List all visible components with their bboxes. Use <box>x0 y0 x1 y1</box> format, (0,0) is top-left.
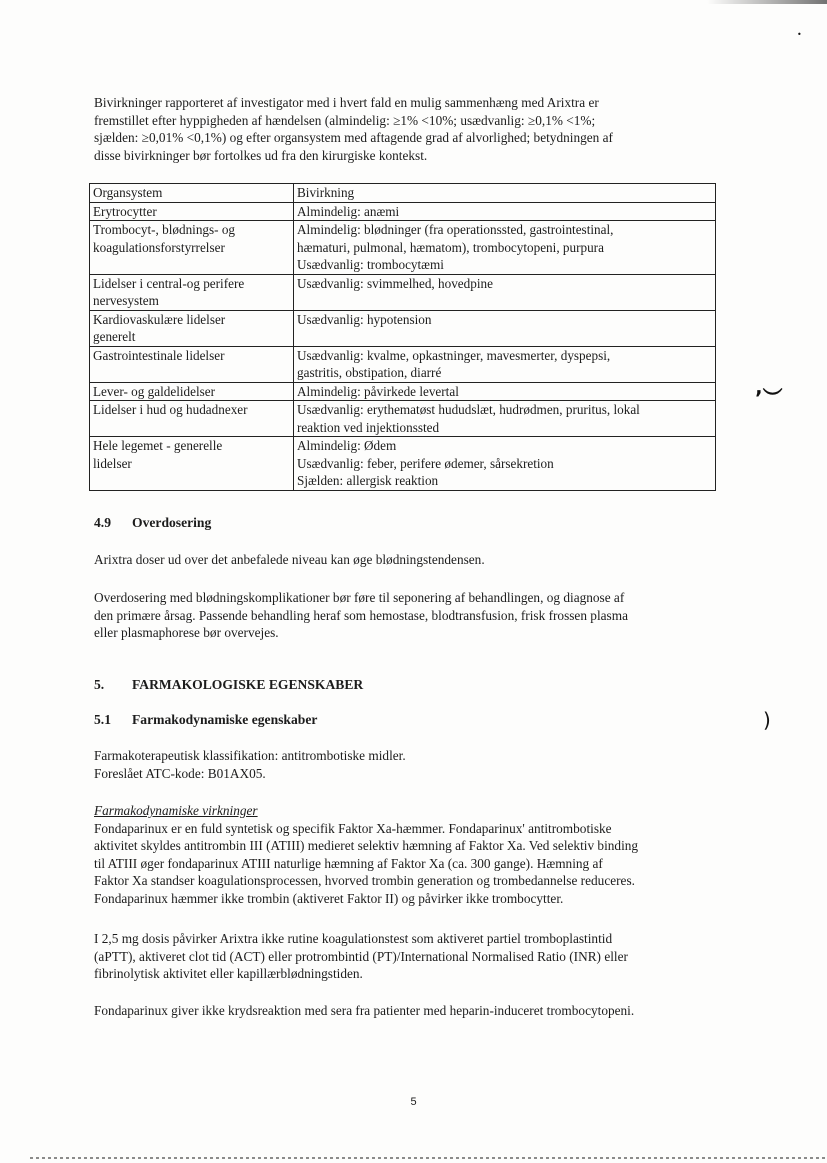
intro-line: Bivirkninger rapporteret af investigator med i hvert fald en mulig sammenhæng med Arixtra er <box>94 95 599 110</box>
section-title: Farmakodynamiske egenskaber <box>132 712 318 727</box>
effect-cell: Usædvanlig: kvalme, opkastninger, mavesmerter, dyspepsi, gastritis, obstipation, diarré <box>294 346 716 382</box>
organ-system-cell: Erytrocytter <box>90 202 294 221</box>
effect-cell: Usædvanlig: svimmelhed, hovedpine <box>294 274 716 310</box>
section-4-9-heading <box>94 514 211 532</box>
organ-system-cell: Hele legemet - generelle lidelser <box>90 437 294 491</box>
punch-hole-mark-lower: ) <box>763 708 771 732</box>
table-row <box>90 310 716 346</box>
table-row <box>90 382 716 401</box>
section-number: 5. <box>94 677 105 692</box>
table-row <box>90 437 716 491</box>
adverse-effects-table <box>89 183 716 491</box>
section-title: FARMAKOLOGISKE EGENSKABER <box>132 677 364 692</box>
subheading: Farmakodynamiske virkninger <box>94 803 258 818</box>
classification-paragraph: Farmakoterapeutisk klassifikation: antitrombotiske midler. Foreslået ATC-kode: B01AX05. <box>94 748 406 781</box>
intro-paragraph <box>94 94 724 164</box>
punch-hole-mark-upper: ʼ︶ <box>755 386 783 410</box>
organ-system-cell: Lidelser i central-og perifere nervesystem <box>90 274 294 310</box>
section-number: 5.1 <box>94 712 111 727</box>
table-row <box>90 202 716 221</box>
effect-cell: Usædvanlig: hypotension <box>294 310 716 346</box>
organ-system-cell: Lidelser i hud og hudadnexer <box>90 401 294 437</box>
section-5-1-heading <box>94 711 317 729</box>
intro-line: fremstillet efter hyppigheden af hændelsen (almindelig: ≥1% <10%; usædvanlig: ≥0,1% <1%; <box>94 112 596 128</box>
header-organ-system: Organsystem <box>90 184 294 203</box>
overdose-paragraph-1: Arixtra doser ud over det anbefalede niveau kan øge blødningstendensen. <box>94 552 485 567</box>
heparin-paragraph: Fondaparinux giver ikke krydsreaktion med sera fra patienter med heparin-induceret trombocytopeni. <box>94 1003 635 1018</box>
table-row <box>90 274 716 310</box>
header-effect: Bivirkning <box>294 184 716 203</box>
dose-paragraph: I 2,5 mg dosis påvirker Arixtra ikke rutine koagulationstest som aktiveret partiel tromboplastintid (aPTT), aktiveret clot tid (ACT) eller protrombintid (PT)/International Normalised Ratio (INR) eller fibrinolytisk aktivitet eller kapillærblødningstiden. <box>94 931 628 982</box>
section-5-heading <box>94 676 363 694</box>
section-title: Overdosering <box>132 515 212 530</box>
organ-system-cell: Kardiovaskulære lidelser generelt <box>90 310 294 346</box>
effect-cell: Almindelig: blødninger (fra operationssted, gastrointestinal, hæmaturi, pulmonal, hæmatom), trombocytopeni, purpura Usædvanlig: trombocytæmi <box>294 221 716 275</box>
scan-artifact-bottom <box>30 1157 827 1159</box>
scan-speck: • <box>797 30 802 39</box>
effect-cell: Usædvanlig: erythematøst hududslæt, hudrødmen, pruritus, lokal reaktion ved injektionssted <box>294 401 716 437</box>
organ-system-cell: Lever- og galdelidelser <box>90 382 294 401</box>
effect-cell: Almindelig: påvirkede levertal <box>294 382 716 401</box>
effect-cell: Almindelig: Ødem Usædvanlig: feber, perifere ødemer, sårsekretion Sjælden: allergisk reaktion <box>294 437 716 491</box>
scan-artifact-top <box>707 0 827 4</box>
pharmacodynamic-effects-paragraph: Farmakodynamiske virkninger Fondaparinux er en fuld syntetisk og specifik Faktor Xa-hæmmer. Fondaparinux' antitrombotiske aktivitet skyldes antitrombin III (ATIII) medieret selektiv hæmning af Faktor Xa. Ved selektiv binding til ATIII øger fondaparinux ATIII naturlige hæmning af Faktor Xa (ca. 300 gange). Hæmning af Faktor Xa standser koagulationsprocessen, hvorved trombin generation og trombedannelse reduceres. Fondaparinux hæmmer ikke trombin (aktiveret Faktor II) og påvirker ikke trombocytter. <box>94 802 724 908</box>
table-row <box>90 221 716 275</box>
organ-system-cell: Gastrointestinale lidelser <box>90 346 294 382</box>
table-row <box>90 401 716 437</box>
overdose-paragraph-2: Overdosering med blødningskomplikationer bør føre til seponering af behandlingen, og diagnose af den primære årsag. Passende behandling heraf som hemostase, blodtransfusion, frisk frossen plasma eller plasmaphorese bør overvejes. <box>94 590 628 641</box>
organ-system-cell: Trombocyt-, blødnings- og koagulationsforstyrrelser <box>90 221 294 275</box>
intro-line: disse bivirkninger bør fortolkes ud fra den kirurgiske kontekst. <box>94 147 428 163</box>
intro-line: sjælden: ≥0,01% <0,1%) og efter organsystem med aftagende grad af alvorlighed; betydningen af <box>94 130 613 146</box>
effect-cell: Almindelig: anæmi <box>294 202 716 221</box>
table-header-row <box>90 184 716 203</box>
section-number: 4.9 <box>94 515 111 530</box>
page-number: 5 <box>410 1096 417 1108</box>
table-row <box>90 346 716 382</box>
